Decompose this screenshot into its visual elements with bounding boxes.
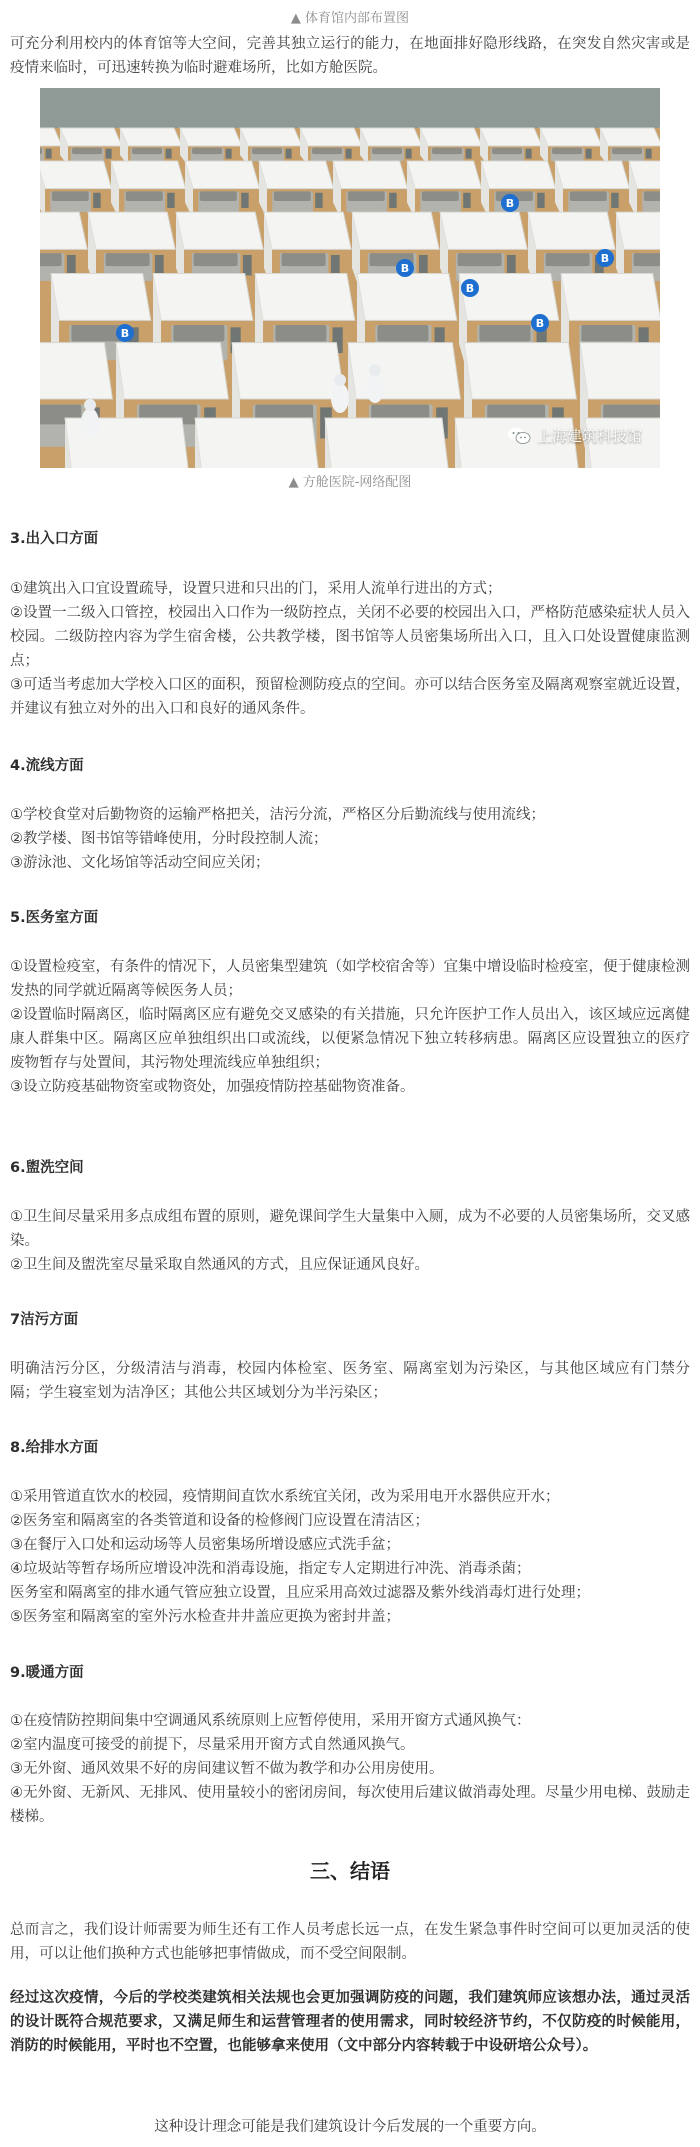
section-3-list [10, 577, 690, 721]
cubicle-partition [232, 343, 344, 399]
cubicle-partition [360, 128, 422, 146]
bedside-cabinet [586, 149, 592, 159]
bedside-cabinet [167, 193, 174, 208]
bedside-cabinet [406, 149, 412, 159]
mattress [192, 148, 222, 154]
bedside-cabinet [389, 193, 396, 208]
closing-sentence: 这种设计理念可能是我们建筑设计今后发展的一个重要方向。 [154, 2119, 546, 2135]
bedside-cabinet [646, 149, 652, 159]
mattress [432, 148, 462, 154]
mattress [71, 325, 122, 341]
mattress [372, 148, 402, 154]
list-item: ②设置临时隔离区，临时隔离区应有避免交叉感染的有关措施，只允许医护工作人员出入，该区域应远离健康人群集中区。隔离区应单独组织出口或流线，以便紧急情况下独立转移病患。隔离区应设置独立的医疗废物暂存与处置间，其污物处理流线应单独组织； [10, 1007, 690, 1071]
list-item: ①设置检疫室，有条件的情况下，人员密集型建筑（如学校宿舍等）宜集中增设临时检疫室，便于健康检测发热的同学就近隔离等候医务人员； [10, 959, 690, 999]
mattress [72, 148, 102, 154]
conclusion-paragraph: 总而言之，我们设计师需要为师生还有工作人员考虑长远一点，在发生紧急事件时空间可以更加灵活的使用，可以让他们换种方式也能够把事情做成，而不受空间限制。 [10, 1922, 690, 1962]
mattress [52, 191, 89, 201]
cubicle-partition [561, 274, 660, 321]
bedside-cabinet [419, 255, 428, 275]
medical-worker [331, 383, 349, 413]
list-item: ②室内温度可接受的前提下，尽量采用开窗方式自然通风换气。 [10, 1737, 415, 1753]
cubicle-partition [264, 212, 351, 249]
mattress [570, 191, 607, 201]
bedside-cabinet [286, 149, 292, 159]
section-7-list [10, 1357, 690, 1405]
mattress [552, 148, 582, 154]
list-item: ②设置一二级入口管控，校园出入口作为一级防控点，关闭不必要的校园出入口，严格防范感染症状人员入校园。二级防控内容为学生宿舍楼，公共教学楼，图书馆等人员密集场所出入口，且入口处设置健康监测点； [10, 605, 690, 669]
section-3-title: 3.出入口方面 [10, 531, 99, 547]
bedside-cabinet [463, 193, 470, 208]
section-8-list [10, 1485, 690, 1629]
bedside-cabinet [611, 193, 618, 208]
mattress [644, 191, 660, 201]
list-item: ①采用管道直饮水的校园，疫情期间直饮水系统宜关闭，改为采用电开水器供应开水； [10, 1489, 560, 1505]
medical-worker [366, 373, 384, 403]
mattress [492, 148, 522, 154]
cubicle-partition [111, 161, 186, 189]
section-6-list [10, 1205, 690, 1277]
section-8-title: 8.给排水方面 [10, 1440, 99, 1456]
cubicle-partition [464, 343, 576, 399]
cubicle-partition [185, 161, 260, 189]
bedside-cabinet [537, 193, 544, 208]
cubicle-partition [407, 161, 482, 189]
cubicle-partition [259, 161, 334, 189]
section-9-title: 9.暖通方面 [10, 1665, 84, 1681]
photo-caption: ▲ 方舱医院-网络配图 [288, 475, 412, 490]
bedside-cabinet [331, 255, 340, 275]
watermark-text: 上海建筑科技馆 [536, 427, 642, 445]
mattress [282, 253, 326, 266]
blue-sign-label: B [505, 197, 515, 210]
list-item: ③游泳池、文化场馆等活动空间应关闭； [10, 855, 270, 871]
list-item: 医务室和隔离室的排水通气管应独立设置，且应采用高效过滤器及紫外线消毒灯进行处理； [10, 1585, 590, 1601]
mattress [377, 325, 428, 341]
cubicle-partition [240, 128, 302, 146]
cubicle-partition [440, 212, 527, 249]
cubicle-partition [300, 128, 362, 146]
cabin-hospital-illustration [40, 88, 660, 468]
cubicle-partition [352, 212, 439, 249]
list-item: ④垃圾站等暂存场所应增设冲洗和消毒设施，指定专人定期进行冲洗、消毒杀菌； [10, 1561, 531, 1577]
cubicle-partition [325, 418, 450, 468]
cabin-hospital-photo [40, 88, 660, 468]
section-7-title: 7洁污方面 [10, 1312, 79, 1328]
bedside-cabinet [106, 149, 112, 159]
list-item: ①在疫情防控期间集中空调通风系统原则上应暂停使用，采用开窗方式通风换气： [10, 1713, 531, 1729]
intro-paragraph: 可充分利用校内的体育馆等大空间，完善其独立运行的能力，在地面排好隐形线路，在突发自然灾害或是疫情来临时，可迅速转换为临时避难场所，比如方舱医院。 [10, 36, 690, 76]
blue-sign-label: B [120, 327, 130, 340]
medical-worker-head [334, 374, 346, 386]
mattress [458, 253, 502, 266]
list-item: ②教学楼、图书馆等错峰使用，分时段控制人流； [10, 831, 328, 847]
cubicle-partition [333, 161, 408, 189]
bedside-cabinet [346, 149, 352, 159]
bedside-cabinet [243, 255, 252, 275]
blue-sign-label: B [465, 282, 475, 295]
list-item: ①卫生间尽量采用多点成组布置的原则，避免课间学生大量集中入厕，成为不必要的人员密集场所，交叉感染。 [10, 1209, 690, 1249]
list-item: ④无外窗、无新风、无排风、使用量较小的密闭房间，每次使用后建议做消毒处理。尽量少用电梯、鼓励走楼梯。 [10, 1785, 690, 1825]
bedside-cabinet [93, 193, 100, 208]
section-4-title: 4.流线方面 [10, 758, 84, 774]
medical-worker [81, 408, 99, 438]
mattress [275, 325, 326, 341]
cubicle-partition [420, 128, 482, 146]
cubicle-partition [180, 128, 242, 146]
bedside-cabinet [241, 193, 248, 208]
mattress [274, 191, 311, 201]
mattress [634, 253, 660, 266]
mattress [546, 253, 590, 266]
cubicle-partition [348, 343, 460, 399]
mattress [252, 148, 282, 154]
cubicle-partition [51, 274, 151, 321]
list-item: ⑤医务室和隔离室的室外污水检查井井盖应更换为密封井盖； [10, 1609, 400, 1625]
section-9-list [10, 1709, 690, 1829]
watermark [507, 425, 642, 446]
list-item: ③在餐厅入口处和运动场等人员密集场所增设感应式洗手盆； [10, 1537, 400, 1553]
cubicle-partition [528, 212, 615, 249]
cubicle-partition [540, 128, 602, 146]
bedside-cabinet [507, 255, 516, 275]
mattress [348, 191, 385, 201]
cubicle-partition [120, 128, 182, 146]
mattress [422, 191, 459, 201]
list-item: ①学校食堂对后勤物资的运输严格把关，洁污分流，严格区分后勤流线与使用流线； [10, 807, 545, 823]
cubicle-partition [40, 343, 112, 399]
mattress [40, 253, 62, 266]
medical-worker-head [369, 364, 381, 376]
mattress [312, 148, 342, 154]
bedside-cabinet [466, 149, 472, 159]
list-item: ③无外窗、通风效果不好的房间建议暂不做为教学和办公用房使用。 [10, 1761, 444, 1777]
section-5-title: 5.医务室方面 [10, 910, 99, 926]
mattress [581, 325, 632, 341]
mattress [126, 191, 163, 201]
section-6-title: 6.盥洗空间 [10, 1160, 84, 1176]
mattress [194, 253, 238, 266]
list-item: 明确洁污分区，分级清洁与消毒，校园内体检室、医务室、隔离室划为污染区，与其他区域应有门禁分隔；学生寝室划为洁净区；其他公共区域划分为半污染区； [10, 1361, 690, 1401]
blue-sign-label: B [535, 317, 545, 330]
cubicle-partition [481, 161, 556, 189]
cubicle-partition [255, 274, 355, 321]
list-item: ②医务室和隔离室的各类管道和设备的检修阀门应设置在清洁区； [10, 1513, 429, 1529]
cubicle-partition [195, 418, 320, 468]
section-4-list [10, 803, 690, 875]
bedside-cabinet [226, 149, 232, 159]
cubicle-partition [600, 128, 660, 146]
mattress [612, 148, 642, 154]
bedside-cabinet [315, 193, 322, 208]
back-wall [40, 88, 660, 128]
conclusion-title: 三、结语 [310, 1859, 390, 1883]
cubicle-partition [580, 343, 660, 399]
cubicle-partition [88, 212, 175, 249]
list-item: ③设立防疫基础物资室或物资处，加强疫情防控基础物资准备。 [10, 1079, 415, 1095]
mattress [479, 325, 530, 341]
top-caption: ▲ 体育馆内部布置图 [290, 11, 410, 26]
cubicle-partition [153, 274, 253, 321]
conclusion-bold-paragraph: 经过这次疫情，今后的学校类建筑相关法规也会更加强调防疫的问题，我们建筑师应该想办法，通过灵活的设计既符合规范要求，又满足师生和运营管理者的使用需求，同时较经济节约，不仅防疫的时候能用，消防的时候能用，平时也不空置，也能够拿来使用（文中部分内容转载于中设研培公众号）。 [10, 1990, 690, 2054]
list-item: ①建筑出入口宜设置疏导，设置只进和只出的门，采用人流单行进出的方式； [10, 581, 502, 597]
section-5-list [10, 955, 690, 1099]
bedside-cabinet [46, 149, 52, 159]
medical-worker-head [84, 399, 96, 411]
cubicle-partition [116, 343, 228, 399]
list-item: ③可适当考虑加大学校入口区的面积，预留检测防疫点的空间。亦可以结合医务室及隔离观察室就近设置，并建议有独立对外的出入口和良好的通风条件。 [10, 677, 690, 717]
mattress [132, 148, 162, 154]
mattress [106, 253, 150, 266]
mattress [200, 191, 237, 201]
cubicle-partition [60, 128, 122, 146]
cubicle-partition [480, 128, 542, 146]
cubicle-partition [40, 161, 112, 189]
cubicle-partition [357, 274, 457, 321]
bedside-cabinet [166, 149, 172, 159]
cubicle-partition [176, 212, 263, 249]
bedside-cabinet [155, 255, 164, 275]
bedside-cabinet [67, 255, 76, 275]
wechat-icon [507, 426, 531, 446]
blue-sign-label: B [600, 252, 610, 265]
blue-sign-label: B [400, 262, 410, 275]
list-item: ②卫生间及盥洗室尽量采取自然通风的方式，且应保证通风良好。 [10, 1257, 429, 1273]
cubicle-partition [555, 161, 630, 189]
bedside-cabinet [526, 149, 532, 159]
cubicle-partition [40, 212, 87, 249]
mattress [173, 325, 224, 341]
